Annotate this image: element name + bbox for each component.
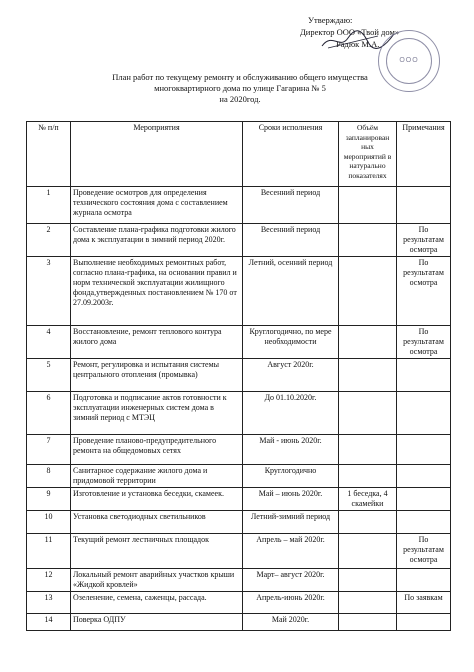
table-row [27, 534, 451, 569]
table-row [27, 465, 451, 488]
row-activity: Выполнение необходимых ремонтных работ, согласно плана-графика, на основании правил и норм технической эксплуатации жилищного фонда,утвержденных постановлением № 170 от 27.09.2003г. [71, 257, 243, 326]
row-activity: Составление плана-графика подготовки жилого дома к эксплуатации в зимний период 2020г. [71, 224, 243, 257]
approval-signer: Радюк М.А. [336, 39, 380, 49]
row-volume [339, 465, 397, 488]
row-note: По результатам осмотра [397, 326, 451, 359]
table-row [27, 435, 451, 465]
row-activity: Изготовление и установка беседки, скамеек. [71, 488, 243, 511]
row-num: 3 [27, 257, 71, 326]
row-activity: Локальный ремонт аварийных участков крыши «Жидкой кровлей» [71, 569, 243, 592]
row-note: По заявкам [397, 592, 451, 614]
row-note: По результатам осмотра [397, 257, 451, 326]
row-activity: Ремонт, регулировка и испытания системы центрального отопления (промывка) [71, 359, 243, 392]
table-row [27, 569, 451, 592]
row-period: Апрель-июнь 2020г. [243, 592, 339, 614]
row-volume [339, 569, 397, 592]
header-period: Сроки исполнения [243, 122, 339, 187]
title-line-2: многоквартирного дома по улице Гагарина № 5 [154, 83, 326, 93]
approval-position: Директор ООО «Твой дом» [300, 27, 400, 37]
row-num: 14 [27, 614, 71, 631]
table-row [27, 614, 451, 631]
table-body [27, 187, 451, 631]
row-num: 1 [27, 187, 71, 224]
row-num: 8 [27, 465, 71, 488]
row-volume [339, 187, 397, 224]
row-volume [339, 392, 397, 435]
table-row [27, 326, 451, 359]
row-period: Круглогодично, по мере необходимости [243, 326, 339, 359]
row-num: 6 [27, 392, 71, 435]
row-volume [339, 592, 397, 614]
row-period: Май 2020г. [243, 614, 339, 631]
title-line-1: План работ по текущему ремонту и обслуживанию общего имущества [112, 72, 368, 82]
row-activity: Поверка ОДПУ [71, 614, 243, 631]
table-row [27, 592, 451, 614]
header-note: Примечания [397, 122, 451, 187]
header-volume: Объём запланирован ных мероприятий в натурально показателях [339, 122, 397, 187]
row-activity: Санитарное содержание жилого дома и придомовой территории [71, 465, 243, 488]
row-note [397, 392, 451, 435]
row-num: 5 [27, 359, 71, 392]
row-num: 13 [27, 592, 71, 614]
row-activity: Озеленение, семена, саженцы, рассада. [71, 592, 243, 614]
row-num: 10 [27, 511, 71, 534]
approval-heading: Утверждаю: [308, 15, 353, 25]
row-activity: Проведение осмотров для определения технического состояния дома с составлением журнала осмотра [71, 187, 243, 224]
row-volume [339, 511, 397, 534]
row-period: Летний, осенний период [243, 257, 339, 326]
row-period: До 01.10.2020г. [243, 392, 339, 435]
row-period: Август 2020г. [243, 359, 339, 392]
table-row [27, 511, 451, 534]
row-volume [339, 614, 397, 631]
table-row [27, 187, 451, 224]
row-note [397, 511, 451, 534]
row-volume [339, 435, 397, 465]
table-row [27, 392, 451, 435]
row-period: Летний-зимний период [243, 511, 339, 534]
row-period: Май - июнь 2020г. [243, 435, 339, 465]
row-note [397, 614, 451, 631]
row-note [397, 359, 451, 392]
table-row [27, 224, 451, 257]
row-period: Круглогодично [243, 465, 339, 488]
row-note [397, 465, 451, 488]
table-row [27, 257, 451, 326]
row-note [397, 488, 451, 511]
row-period: Апрель – май 2020г. [243, 534, 339, 569]
row-num: 4 [27, 326, 71, 359]
table-header-row [27, 122, 451, 187]
row-activity: Подготовка и подписание актов готовности к эксплуатации инженерных систем дома в зимний период с МТЭЦ [71, 392, 243, 435]
row-volume [339, 359, 397, 392]
row-note [397, 569, 451, 592]
table-row [27, 359, 451, 392]
row-activity: Установка светодиодных светильников [71, 511, 243, 534]
row-volume [339, 257, 397, 326]
table-row [27, 488, 451, 511]
row-period: Весенний период [243, 224, 339, 257]
row-note: По результатам осмотра [397, 534, 451, 569]
row-period: Март– август 2020г. [243, 569, 339, 592]
title-line-3: на 2020год. [219, 94, 261, 104]
stamp-text: ООО [399, 57, 419, 64]
row-volume: 1 беседка, 4 скамейки [339, 488, 397, 511]
row-note: По результатам осмотра [397, 224, 451, 257]
row-volume [339, 326, 397, 359]
row-note [397, 435, 451, 465]
row-volume [339, 534, 397, 569]
row-activity: Восстановление, ремонт теплового контура жилого дома [71, 326, 243, 359]
document-title [60, 72, 420, 105]
plan-table [26, 121, 451, 631]
row-volume [339, 224, 397, 257]
row-period: Весенний период [243, 187, 339, 224]
header-num: № п/п [27, 122, 71, 187]
row-num: 9 [27, 488, 71, 511]
row-num: 7 [27, 435, 71, 465]
row-period: Май – июнь 2020г. [243, 488, 339, 511]
row-num: 2 [27, 224, 71, 257]
header-activity: Мероприятия [71, 122, 243, 187]
row-note [397, 187, 451, 224]
row-num: 12 [27, 569, 71, 592]
row-activity: Проведение планово-предупредительного ремонта на общедомовых сетях [71, 435, 243, 465]
row-num: 11 [27, 534, 71, 569]
row-activity: Текущий ремонт лестничных площадок [71, 534, 243, 569]
